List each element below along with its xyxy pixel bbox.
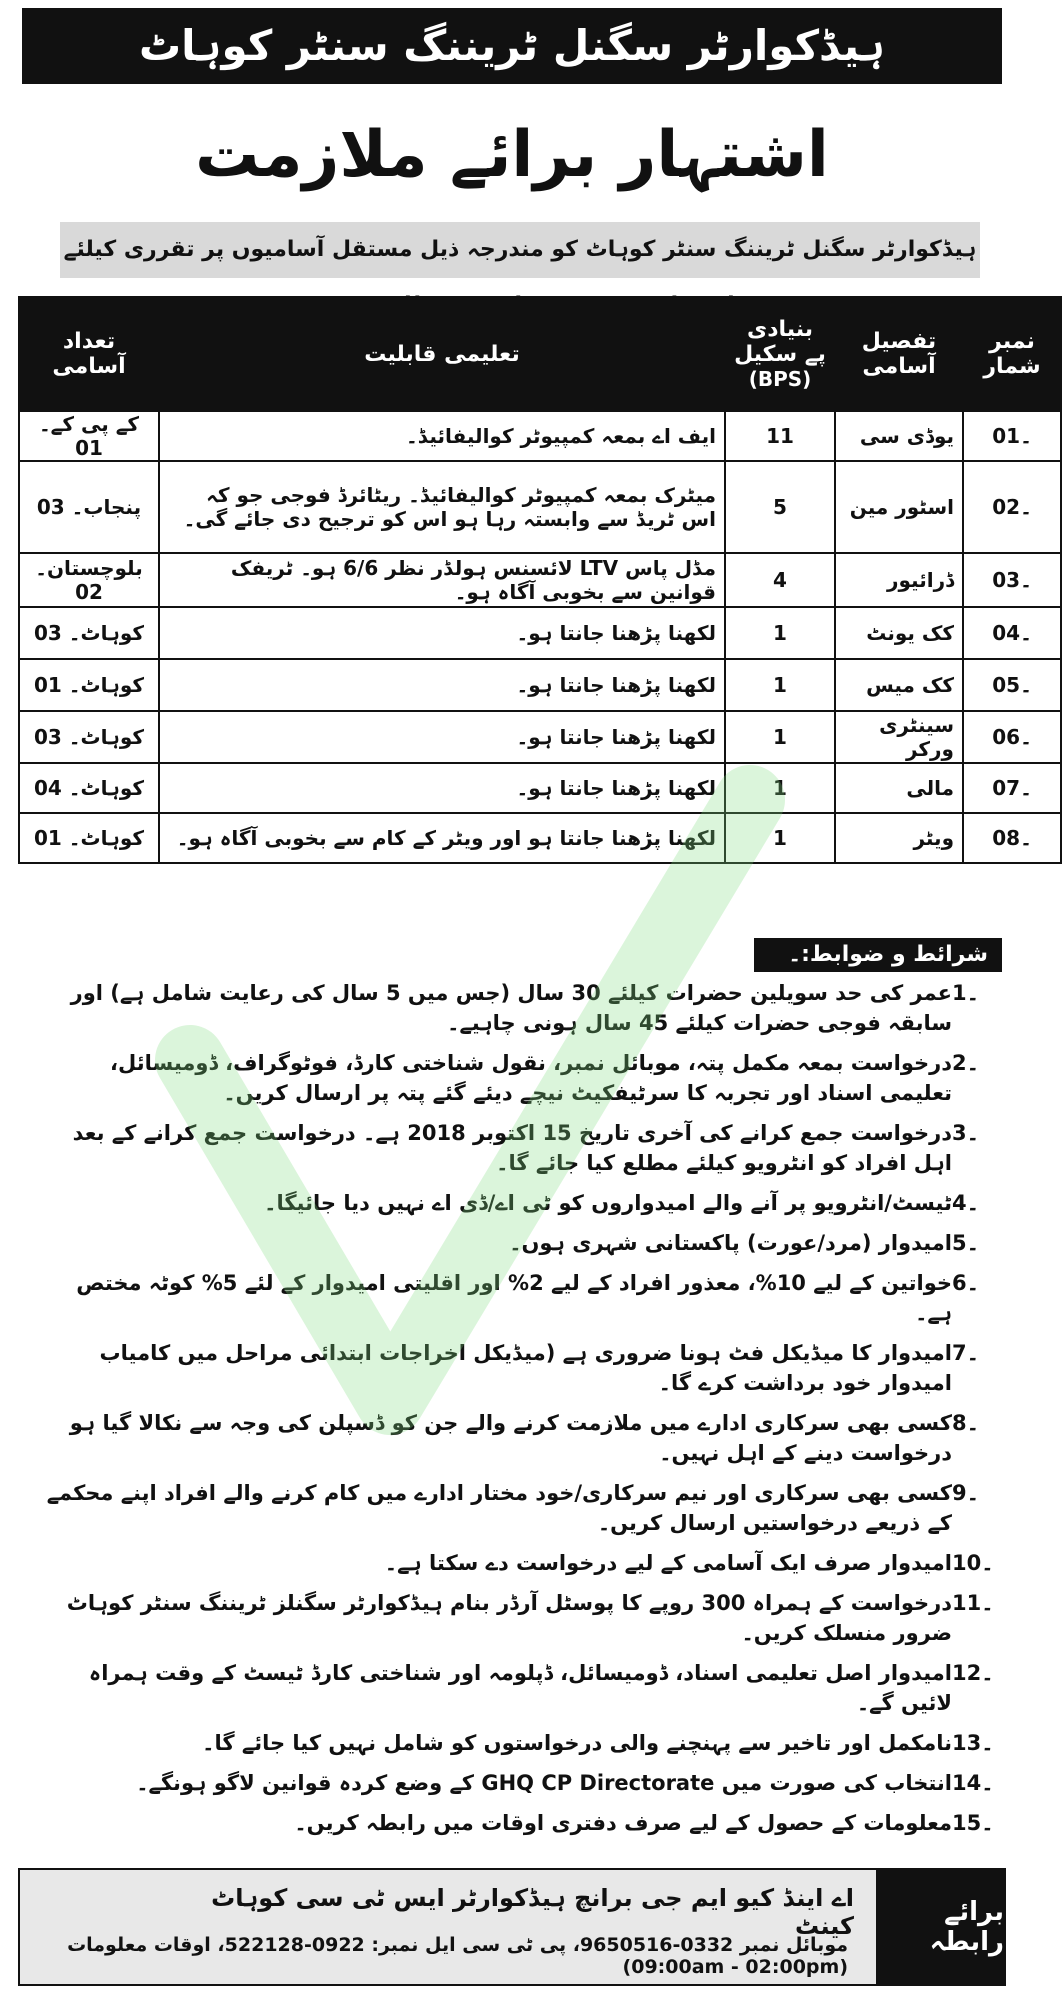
term-text: درخواست بمعہ مکمل پتہ، موبائل نمبر، نقول شناختی کارڈ، فوٹوگراف، ڈومیسائل، تعلیمی اسناد اور تجربہ کا سرٹیفکیٹ نیچے دیئے گئے پتہ پر ارسال کریں۔ [109,1051,952,1105]
cell-bps: 4 [725,553,835,607]
posts-table [18,296,1062,864]
term-text: کسی بھی سرکاری ادارے میں ملازمت کرنے والے جن کو ڈسپلن کی وجہ سے نکالا گیا ہو درخواست دینے کے اہل نہیں۔ [69,1411,952,1465]
cell-bps: 1 [725,607,835,659]
cell-post: کک یونٹ [835,607,963,659]
cell-qualification: لکھنا پڑھنا جانتا ہو۔ [159,763,725,813]
cell-bps: 1 [725,763,835,813]
term-text: معلومات کے حصول کے لیے صرف دفتری اوقات میں رابطہ کریں۔ [294,1811,952,1835]
term-number: 11۔ [952,1591,994,1615]
cell-quota: کوہاٹ۔ 04 [19,763,159,813]
table-row [19,659,1061,711]
cell-sno: 01۔ [963,411,1061,461]
cell-sno: 02۔ [963,461,1061,553]
cell-qualification: میٹرک بمعہ کمپیوٹر کوالیفائیڈ۔ ریٹائرڈ فوجی جو کہ اس ٹریڈ سے وابستہ رہا ہو اس کو ترجیح دی جائے گی۔ [159,461,725,553]
contact-phones: موبائل نمبر 0332-9650516، پی ٹی سی ایل نمبر: 0922-522128، اوقات معلومات (09:00am - 02:00pm) [67,1934,848,1978]
table-row [19,711,1061,763]
terms-heading: شرائط و ضوابط:۔ [754,938,1002,972]
list-item [40,1228,1000,1258]
list-item [40,1268,1000,1328]
list-item [40,978,1000,1038]
cell-quota: کوہاٹ۔ 01 [19,813,159,863]
cell-sno: 05۔ [963,659,1061,711]
list-item [40,1188,1000,1218]
cell-quota: بلوچستان۔ 02 [19,553,159,607]
cell-post: کک میس [835,659,963,711]
table-row [19,763,1061,813]
term-number: 2۔ [952,1051,979,1075]
term-text: درخواست کے ہمراہ 300 روپے کا پوسٹل آرڈر بنام ہیڈکوارٹر سگنلز ٹریننگ سنٹر کوہاٹ ضرور منسلک کریں۔ [66,1591,952,1645]
term-number: 1۔ [952,981,979,1005]
contact-label: برائے رابطہ [876,1870,1004,1984]
header-quota: تعداد آسامی [19,297,159,411]
terms-list [40,978,1000,1848]
term-text: امیدوار کا میڈیکل فٹ ہونا ضروری ہے (میڈیکل اخراجات ابتدائی مراحل میں کامیاب امیدوار خود برداشت کرے گا۔ [99,1341,952,1395]
term-text: نامکمل اور تاخیر سے پہنچنے والی درخواستوں کو شامل نہیں کیا جائے گا۔ [202,1731,952,1755]
cell-sno: 04۔ [963,607,1061,659]
header-bps-label: بنیادی پے سکیل [734,317,826,367]
term-number: 13۔ [952,1731,994,1755]
term-text: عمر کی حد سویلین حضرات کیلئے 30 سال (جس میں 5 سال کی رعایت شامل ہے) اور سابقہ فوجی حضرات کیلئے 45 سال ہونی چاہیے۔ [70,981,952,1035]
cell-qualification: لکھنا پڑھنا جانتا ہو۔ [159,607,725,659]
table-row [19,461,1061,553]
list-item [40,1808,1000,1838]
term-number: 4۔ [952,1191,979,1215]
header-sno: نمبر شمار [963,297,1061,411]
cell-sno: 08۔ [963,813,1061,863]
cell-quota: کوہاٹ۔ 01 [19,659,159,711]
term-text: امیدوار صرف ایک آسامی کے لیے درخواست دے سکتا ہے۔ [384,1551,952,1575]
header-bps-sub: (BPS) [748,367,812,391]
term-number: 8۔ [952,1411,979,1435]
term-number: 14۔ [952,1771,994,1795]
list-item [40,1118,1000,1178]
header-qualification: تعلیمی قابلیت [159,297,725,411]
cell-quota: کے پی کے۔ 01 [19,411,159,461]
table-row [19,607,1061,659]
table-row [19,553,1061,607]
list-item [40,1588,1000,1648]
list-item [40,1048,1000,1108]
cell-post: مالی [835,763,963,813]
cell-qualification: ایف اے بمعہ کمپیوٹر کوالیفائیڈ۔ [159,411,725,461]
term-text: ٹیسٹ/انٹرویو پر آنے والے امیدواروں کو ٹی اے/ڈی اے نہیں دیا جائیگا۔ [264,1191,952,1215]
list-item [40,1548,1000,1578]
cell-post: سینٹری ورکر [835,711,963,763]
cell-qualification: لکھنا پڑھنا جانتا ہو۔ [159,711,725,763]
cell-quota: کوہاٹ۔ 03 [19,711,159,763]
cell-bps: 11 [725,411,835,461]
term-number: 15۔ [952,1811,994,1835]
list-item [40,1728,1000,1758]
cell-sno: 06۔ [963,711,1061,763]
cell-post: ڈرائیور [835,553,963,607]
term-number: 9۔ [952,1481,979,1505]
term-number: 10۔ [952,1551,994,1575]
contact-address: اے اینڈ کیو ایم جی برانچ ہیڈکوارٹر ایس ٹی سی کوہاٹ کینٹ [211,1884,854,1940]
cell-quota: پنجاب۔ 03 [19,461,159,553]
intro-band [60,222,980,278]
list-item [40,1658,1000,1718]
term-text: خواتین کے لیے 10%، معذور افراد کے لیے 2% اور اقلیتی امیدوار کے لئے 5% کوٹہ مختص ہے۔ [76,1271,952,1325]
cell-quota: کوہاٹ۔ 03 [19,607,159,659]
cell-bps: 5 [725,461,835,553]
cell-qualification: لکھنا پڑھنا جانتا ہو اور ویٹر کے کام سے بخوبی آگاہ ہو۔ [159,813,725,863]
cell-bps: 1 [725,711,835,763]
cell-post: یوڈی سی [835,411,963,461]
term-number: 12۔ [952,1661,994,1685]
term-number: 6۔ [952,1271,979,1295]
term-text: انتخاب کی صورت میں GHQ CP Directorate کے وضع کردہ قوانین لاگو ہونگے۔ [136,1771,952,1795]
header-title: ہیڈکوارٹر سگنل ٹریننگ سنٹر کوہاٹ [138,21,886,70]
header-bps [725,297,835,411]
cell-qualification: لکھنا پڑھنا جانتا ہو۔ [159,659,725,711]
cell-bps: 1 [725,659,835,711]
contact-box [18,1868,1006,1986]
term-text: امیدوار اصل تعلیمی اسناد، ڈومیسائل، ڈپلومہ اور شناختی کارڈ ٹیسٹ کے وقت ہمراہ لائیں گے۔ [88,1661,952,1715]
list-item [40,1338,1000,1398]
table-header-row [19,297,1061,411]
cell-sno: 07۔ [963,763,1061,813]
list-item [40,1768,1000,1798]
header-banner [22,8,1002,84]
cell-post: اسٹور مین [835,461,963,553]
term-text: درخواست جمع کرانے کی آخری تاریخ 15 اکتوبر 2018 ہے۔ درخواست جمع کرانے کے بعد اہل افراد کو انٹرویو کیلئے مطلع کیا جائے گا۔ [72,1121,952,1175]
list-item [40,1408,1000,1468]
table-row [19,411,1061,461]
cell-post: ویٹر [835,813,963,863]
term-number: 5۔ [952,1231,979,1255]
cell-bps: 1 [725,813,835,863]
term-text: کسی بھی سرکاری اور نیم سرکاری/خود مختار ادارے میں کام کرنے والے افراد اپنے محکمے کے ذریعے درخواستیں ارسال کریں۔ [46,1481,952,1535]
list-item [40,1478,1000,1538]
term-text: امیدوار (مرد/عورت) پاکستانی شہری ہوں۔ [509,1231,952,1255]
cell-qualification: مڈل پاس LTV لائسنس ہولڈر نظر 6/6 ہو۔ ٹریفک قوانین سے بخوبی آگاہ ہو۔ [159,553,725,607]
main-title: اشتہار برائے ملازمت [195,118,829,192]
term-number: 7۔ [952,1341,979,1365]
cell-sno: 03۔ [963,553,1061,607]
intro-text: ہیڈکوارٹر سگنل ٹریننگ سنٹر کوہاٹ کو مندرجہ ذیل مستقل آسامیوں پر تقرری کیلئے [63,237,977,262]
header-post: تفصیل آسامی [835,297,963,411]
term-number: 3۔ [952,1121,979,1145]
table-row [19,813,1061,863]
